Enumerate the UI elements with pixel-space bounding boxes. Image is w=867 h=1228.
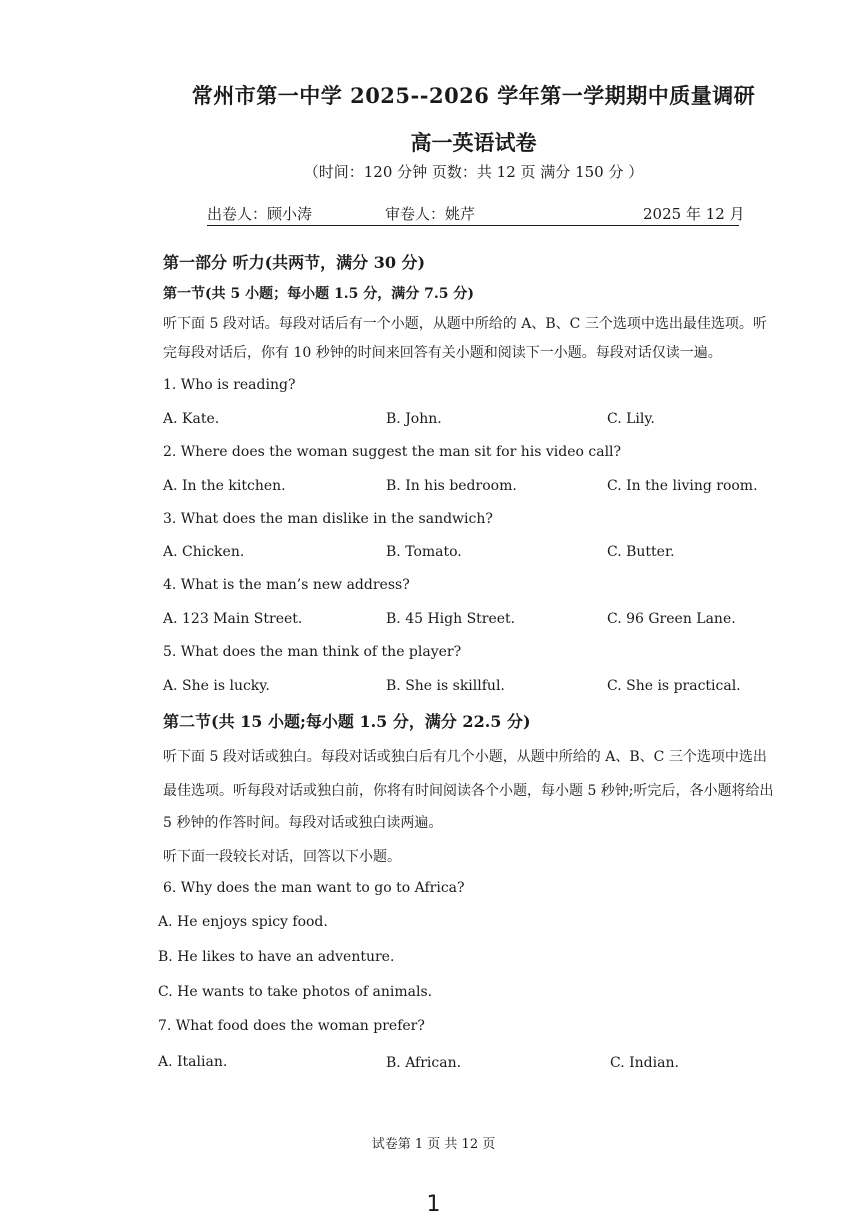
exam-date: 2025 年 12 月 — [643, 205, 745, 223]
exam-meta: （时间：120 分钟 页数：共 12 页 满分 150 分 ） — [303, 163, 644, 181]
question-1: 1. Who is reading? — [163, 377, 296, 393]
q5-option-a: A. She is lucky. — [163, 678, 270, 694]
q1-option-b: B. John. — [386, 411, 442, 427]
section2-heading: 第二节(共 15 小题;每小题 1.5 分，满分 22.5 分) — [163, 712, 531, 731]
question-5: 5. What does the man think of the player? — [163, 644, 462, 660]
section1-instruction-line: 完每段对话后，你有 10 秒钟的时间来回答有关小题和阅读下一小题。每段对话仅读一遍。 — [163, 345, 722, 361]
section1-heading: 第一节(共 5 小题；每小题 1.5 分，满分 7.5 分) — [163, 286, 474, 302]
author-line — [207, 203, 745, 226]
section2-lead: 听下面一段较长对话，回答以下小题。 — [163, 849, 401, 865]
q3-option-c: C. Butter. — [607, 544, 675, 560]
section2-instruction-line: 听下面 5 段对话或独白。每段对话或独白后有几个小题，从题中所给的 A、B、C 三个选项中选出 — [163, 749, 767, 765]
question-3: 3. What does the man dislike in the sandwich? — [163, 511, 493, 527]
author: 出卷人：顾小涛 — [207, 205, 313, 223]
q5-option-b: B. She is skillful. — [386, 678, 505, 694]
q2-option-a: A. In the kitchen. — [163, 478, 286, 494]
q4-option-a: A. 123 Main Street. — [163, 611, 303, 627]
section1-instruction-line: 听下面 5 段对话。每段对话后有一个小题，从题中所给的 A、B、C 三个选项中选出最佳选项。听 — [163, 316, 767, 332]
reviewer: 审卷人：姚芹 — [385, 205, 476, 223]
q3-option-a: A. Chicken. — [163, 544, 245, 560]
question-7: 7. What food does the woman prefer? — [158, 1018, 425, 1034]
q5-option-c: C. She is practical. — [607, 678, 741, 694]
exam-title: 常州市第一中学 2025--2026 学年第一学期期中质量调研 — [191, 83, 756, 108]
q7-option-b: B. African. — [386, 1055, 462, 1071]
question-4: 4. What is the man’s new address? — [163, 577, 410, 593]
page-footer: 试卷第 1 页 共 12 页 — [371, 1137, 496, 1152]
exam-subtitle: 高一英语试卷 — [410, 130, 537, 155]
q3-option-b: B. Tomato. — [386, 544, 462, 560]
page-number: 1 — [426, 1192, 441, 1217]
q7-option-c: C. Indian. — [610, 1055, 679, 1071]
section2-instruction-line: 最佳选项。听每段对话或独白前，你将有时间阅读各个小题，每小题 5 秒钟;听完后，各小题将给出 — [163, 783, 774, 799]
question-2: 2. Where does the woman suggest the man sit for his video call? — [163, 444, 622, 460]
question-6: 6. Why does the man want to go to Africa? — [163, 880, 465, 896]
q4-option-b: B. 45 High Street. — [386, 611, 516, 627]
section2-instruction-line: 5 秒钟的作答时间。每段对话或独白读两遍。 — [163, 815, 443, 831]
q4-option-c: C. 96 Green Lane. — [607, 611, 736, 627]
q2-option-c: C. In the living room. — [607, 478, 758, 494]
q1-option-a: A. Kate. — [163, 411, 220, 427]
part1-heading: 第一部分 听力(共两节，满分 30 分) — [163, 253, 426, 272]
q1-option-c: C. Lily. — [607, 411, 655, 427]
q7-option-a: A. Italian. — [158, 1054, 228, 1070]
q6-option-a: A. He enjoys spicy food. — [158, 914, 328, 930]
q2-option-b: B. In his bedroom. — [386, 478, 517, 494]
q6-option-b: B. He likes to have an adventure. — [158, 949, 395, 965]
q6-option-c: C. He wants to take photos of animals. — [158, 984, 433, 1000]
